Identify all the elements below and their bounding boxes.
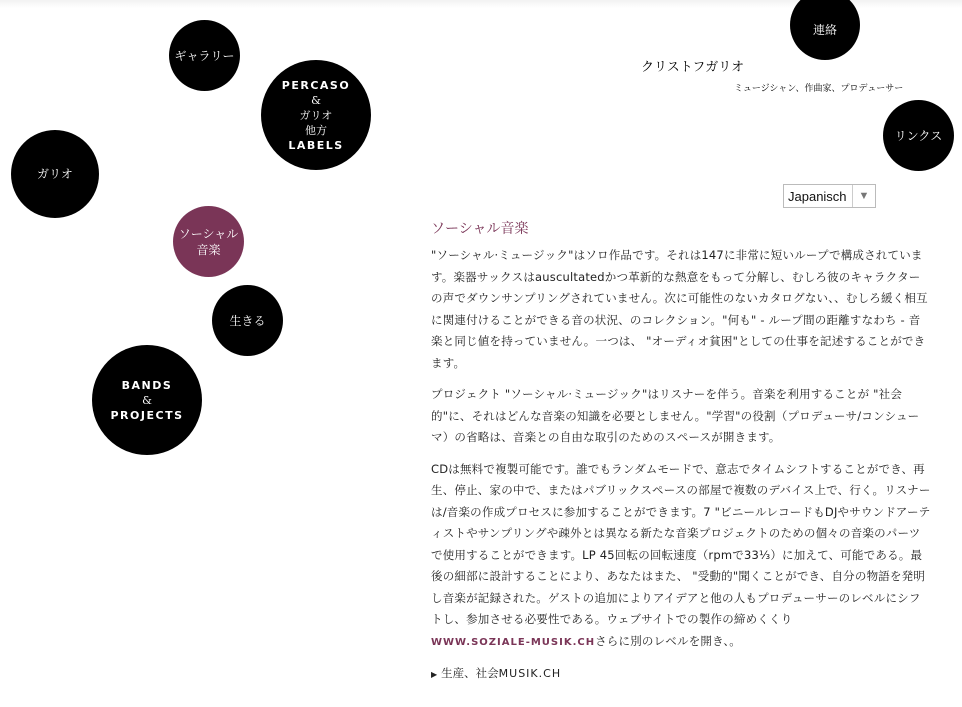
nav-contact[interactable]	[790, 0, 860, 60]
paragraph-1: "ソーシャル·ミュージック"はソロ作品です。それは147に非常に短いループで構成されています。楽器サックスはauscultatedかつ革新的な熱意をもって分解し、むしろ彼のキャラクターの声でダウンサンプリングされていません。次に可能性のないカタログない、、むしろ緩く相互に関連付けることができる音の状況、のコレクション。"何も" - ループ間の距離すなわち - 音楽と同じ値を持っていません。一つは、 "オーディオ貧困"としての仕事を記述することができます。	[431, 248, 928, 370]
nav-social-music[interactable]	[173, 206, 244, 277]
nav-contact-label: 連絡	[812, 23, 837, 37]
main-content	[431, 219, 931, 685]
nav-gallery[interactable]	[169, 20, 240, 91]
nav-bands-line2: PROJECTS	[110, 408, 184, 422]
paragraph-3	[431, 459, 931, 654]
credits-suffix: MUSIK.CH	[498, 667, 562, 680]
nav-social-music-line1: ソーシャル	[178, 226, 239, 241]
nav-gario-label: ガリオ	[37, 167, 73, 181]
nav-bands-line1: BANDS	[121, 378, 173, 392]
nav-gario[interactable]	[11, 130, 99, 218]
paragraph-3-tail: さらに別のレベルを開き、。	[595, 633, 741, 648]
nav-gallery-label: ギャラリー	[174, 48, 235, 63]
nav-bands-projects[interactable]	[92, 345, 202, 455]
nav-social-music-line2: 音楽	[196, 242, 221, 257]
website-link[interactable]: WWW.SOZIALE-MUSIK.CH	[431, 636, 596, 648]
nav-percaso-line3: 他方	[305, 123, 327, 137]
paragraph-2: プロジェクト "ソーシャル·ミュージック"はリスナーを伴う。音楽を利用することが "社会的"に、それはどんな音楽の知識を必要としません。"学習"の役割（プロデューサ/コンシューマ）の省略は、音楽との自由な取引のためのスペースが開きます。	[431, 387, 920, 444]
nav-percaso-labels[interactable]	[261, 60, 371, 170]
nav-live-label: 生きる	[229, 313, 266, 328]
paragraph-3-text: CDは無料で複製可能です。誰でもランダムモードで、意志でタイムシフトすることができ、再生、停止、家の中で、またはパブリックスペースの部屋で複数のデバイス上で、行く。リスナーは/音楽の作成プロセスに参加することができます。7 "ビニールレコードもDJやサウンドアーティストやサンプリングや疎外とは異なる新たな音楽プロジェクトのための個々の音楽のパーツで使用することができます。LP 45回転の回転速度（rpmで33⅓）に加えて、可能である。最後の細部に設計することにより、あなたはまた、 "受動的"聞くことができ、自分の物語を発明し音楽が記録された。ゲストの追加によりアイデアと他の人もプロデューサーのレベルにシフトし、参加させる必要性である。ウェブサイトでの製作の締めくくり	[431, 461, 931, 626]
language-select-value: Japanisch	[788, 188, 847, 204]
credits-toggle[interactable]	[431, 663, 931, 685]
nav-percaso-line1: PERCASO	[281, 78, 351, 92]
nav-percaso-line4: LABELS	[288, 138, 344, 152]
triangle-right-icon: ▶	[431, 670, 438, 679]
dropdown-arrow-icon[interactable]: ▼	[852, 185, 875, 207]
nav-links-label: リンクス	[894, 128, 943, 143]
section-heading: ソーシャル音楽	[431, 221, 529, 237]
nav-bands-amp: &	[142, 393, 152, 407]
language-select[interactable]	[783, 184, 876, 208]
site-title[interactable]: クリストフガリオ	[641, 60, 745, 75]
nav-percaso-amp: &	[311, 93, 321, 107]
credits-prefix: 生産、社会	[441, 666, 499, 680]
nav-live[interactable]	[212, 285, 283, 356]
nav-links[interactable]	[883, 100, 954, 171]
nav-percaso-line2: ガリオ	[299, 108, 333, 122]
site-subtitle: ミュージシャン、作曲家、プロデューサー	[734, 84, 904, 94]
